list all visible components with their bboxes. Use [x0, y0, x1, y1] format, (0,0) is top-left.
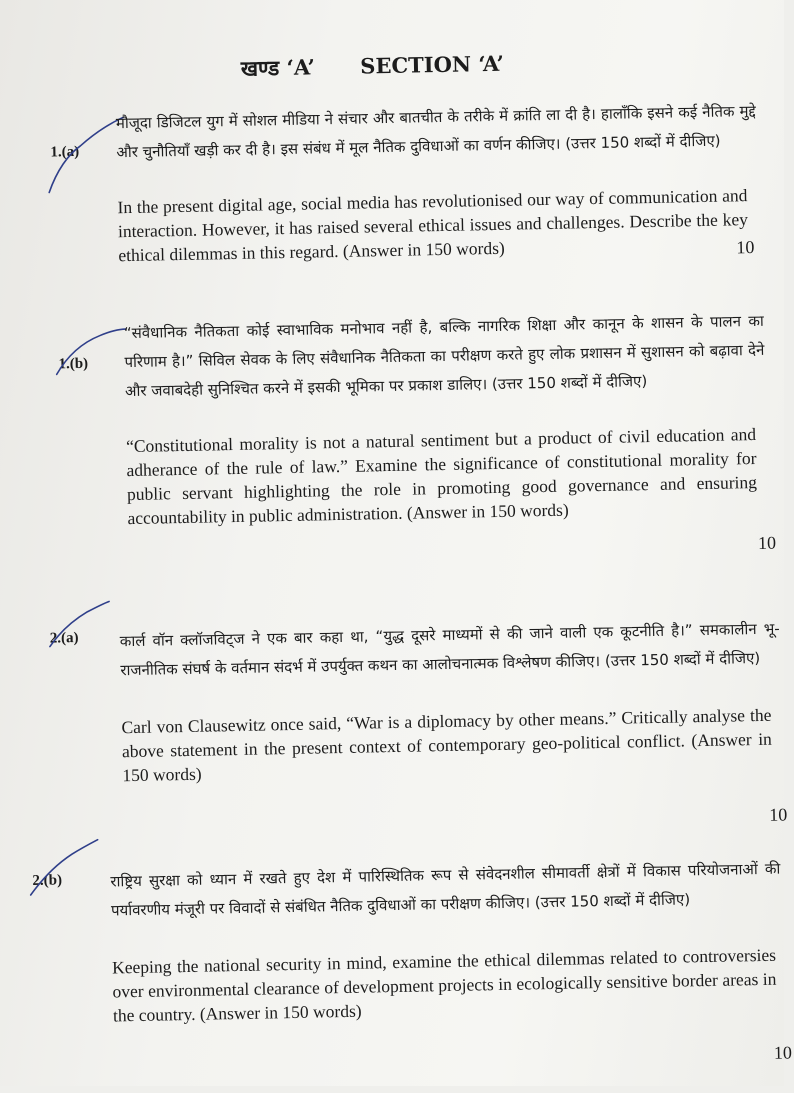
question-text-english: Keeping the national security in mind, examine the ethical dilemmas related to controversies over environmental clearance of development projects in ecologically sensitive border areas in the country. (Answer in 150 words): [111, 944, 777, 1026]
question-text-english: Carl von Clausewitz once said, “War is a diplomacy by other means.” Critically analyse the above statement in the present context of contemporary geo-political conflict. (Answer in 150 words): [121, 704, 773, 786]
question-marks: 10: [736, 236, 755, 258]
question-block: [124, 307, 768, 530]
question-marks: 10: [773, 1042, 793, 1063]
check-mark-icon: [52, 323, 133, 385]
question-text-english: “Constitutional morality is not a natural sentiment but a product of civil education and adherance of the rule of law.” Examine the significance of constitutional morality for public servant highlighting the role in promoting good governance and ensuring accountability in public administration. (Answer in 150 words): [125, 423, 758, 529]
question-number: 1.(b): [58, 355, 89, 373]
question-text-hindi: कार्ल वॉन क्लॉजविट्ज ने एक बार कहा था, “युद्ध दूसरे माध्यमों से की जाने वाली एक कूटनीति है।” समकालीन भू-राजनीतिक संघर्ष के वर्तमान संदर्भ में उपर्युक्त कथन का आलोचनात्मक विश्लेषण कीजिए। (उत्तर 150 शब्दों में दीजिए): [119, 619, 780, 680]
section-heading-english: SECTION ‘A’: [360, 50, 505, 79]
question-text-english: In the present digital age, social media has revolutionised our way of communication and interaction. However, it has raised several ethical issues and challenges. Describe the key ethical dilemmas in this regard. (Answer in 150 words): [117, 185, 749, 266]
section-heading-hindi: खण्ड ‘A’: [240, 54, 316, 81]
question-block: [120, 615, 783, 788]
check-mark-icon: [26, 834, 107, 906]
question-text-hindi: “संवैधानिक नैतिकता कोई स्वाभाविक मनोभाव नहीं है, बल्कि नागरिक शिक्षा और कानून के शासन के पालन का परिणाम है।” सिविल सेवक के लिए संवैधानिक नैतिकता का परीक्षण करते हुए लोक प्रशासन में सुशासन को बढ़ावा देने और जवाबदेही सुनिश्चित करने में इसकी भूमिका पर प्रकाश डालिए। (उत्तर 150 शब्दों में दीजिए): [123, 311, 765, 401]
section-heading: [241, 48, 601, 83]
check-mark-icon: [45, 597, 116, 658]
question-text-hindi: राष्ट्रिय सुरक्षा को ध्यान में रखते हुए देश में पारिस्थितिक रूप से संवेदनशील सीमावर्ती क्षेत्रों में विकास परियोजनाओं की पर्यावरणीय मंजूरी पर विवादों से संबंधित नैतिक दुविधाओं का परीक्षण कीजिए। (उत्तर 150 शब्दों में दीजिए): [110, 859, 781, 920]
question-text-hindi: मौजूदा डिजिटल युग में सोशल मीडिया ने संचार और बातचीत के तरीके में क्रांति ला दी है। हालाँकि इसने कई नैतिक मुद्दे और चुनौतियाँ खड़ी कर दी है। इस संबंध में मूल नैतिक दुविधाओं का वर्णन कीजिए। (उत्तर 150 शब्दों में दीजिए): [115, 101, 756, 162]
question-block: [110, 855, 783, 1028]
question-number: 1.(a): [50, 143, 80, 161]
question-marks: 10: [757, 532, 777, 553]
question-block: [116, 97, 759, 267]
question-marks: 10: [769, 804, 788, 825]
question-number: 2.(a): [49, 630, 79, 647]
question-number: 2.(b): [32, 872, 63, 889]
